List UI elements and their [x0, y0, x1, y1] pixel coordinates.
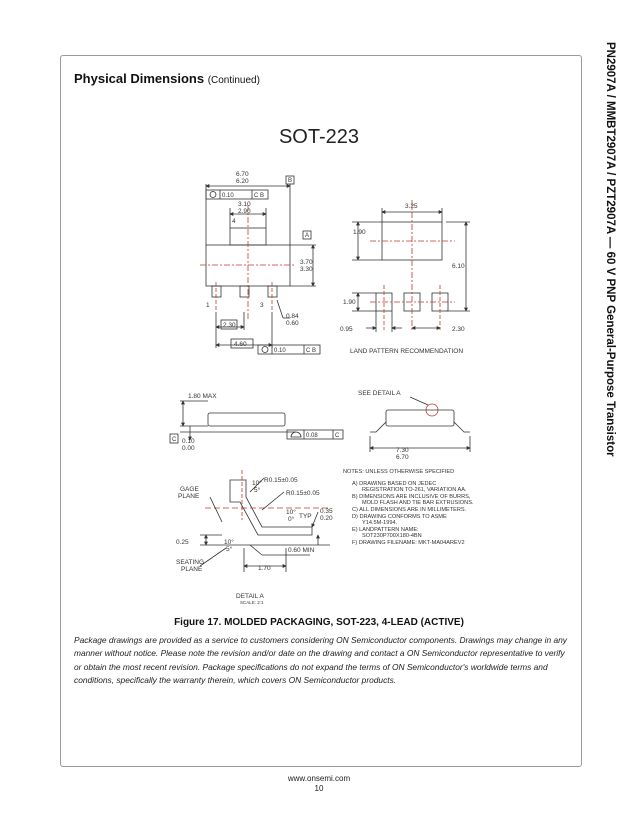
seating-plane-label: SEATING [176, 559, 205, 566]
dim-tab-min: 2.90 [238, 208, 251, 215]
section-note: (Continued) [207, 75, 260, 86]
footer-website[interactable]: www.onsemi.com [287, 774, 351, 783]
seating-plane-label-2: PLANE [181, 566, 203, 573]
detail-title: DETAIL A [236, 593, 264, 600]
overall-min: 6.70 [396, 454, 409, 461]
tol-top-refs: C B [254, 193, 265, 199]
detail-radius-1: R0.15±0.05 [264, 477, 298, 484]
side-title: PN2907A / MMBT2907A / PZT2907A — 60 V PNP General-Purpose Transistor [604, 42, 616, 457]
detail-foot: 1.70 [258, 565, 271, 572]
detail-scale: SCALE: 2:1 [240, 600, 264, 605]
drawing-notes [343, 469, 474, 546]
detail-angle-top2: 5° [254, 487, 261, 494]
note-line: Y14.5M-1994. [362, 520, 398, 526]
disclaimer-text: Package drawings are provided as a service to customers considering ON Semiconductor components. Drawings may change in any manner without notice. Please note the revision and/or date on the drawing and contact a ON Semiconductor representative to verify or obtain the most recent revision. Package specifications do not expand the terms of ON Semiconductor's worldwide terms and conditions, specifically the warranty therein, which covers ON Semiconductor products. [74, 635, 567, 686]
dim-pitch: 2.30 [223, 322, 236, 329]
dim-width-min: 6.20 [236, 178, 249, 185]
package-title: SOT-223 [278, 126, 360, 148]
notes-heading: NOTES: UNLESS OTHERWISE SPECIFIED [343, 469, 455, 475]
dim-lead-max: 0.84 [286, 313, 299, 320]
lead-1 [212, 286, 221, 297]
gage-plane-label: GAGE [180, 486, 199, 493]
detail-thick-max: 0.35 [320, 508, 333, 515]
standoff-max: 0.10 [182, 438, 195, 445]
overall-max: 7.30 [396, 447, 409, 454]
detail-angle-bot: 10° [224, 539, 234, 546]
detail-radius-2: R0.15±0.05 [286, 490, 320, 497]
note-line: C) ALL DIMENSIONS ARE IN MILLIMETERS. [352, 507, 467, 513]
land-pad-width: 0.95 [340, 326, 353, 333]
detail-a [200, 470, 330, 572]
detail-gage-dim: 0.25 [176, 539, 189, 546]
note-line: SOT230P700X180-4BN [362, 533, 422, 539]
gage-plane-label-2: PLANE [178, 493, 200, 500]
datum-a: A [305, 233, 310, 239]
note-line: D) DRAWING CONFORMS TO ASME [352, 514, 447, 520]
note-line: REGISTRATION TO-261, VARIATION AA. [362, 487, 467, 493]
side-view [170, 397, 470, 452]
dim-lead-min: 0.60 [286, 320, 299, 327]
see-detail-label: SEE DETAIL A [358, 390, 401, 397]
dim-width-max: 6.70 [236, 171, 249, 178]
detail-angle-bot2: 5° [226, 546, 233, 553]
lead-3 [268, 286, 277, 297]
pin-1-label: 1 [206, 302, 210, 309]
note-line: E) LANDPATTERN NAME: [352, 527, 419, 533]
side-tol-value: 0.08 [306, 433, 318, 439]
tol-bottom-refs: C B [306, 348, 317, 354]
dim-tab-max: 3.10 [238, 201, 251, 208]
pin-4-label: 4 [232, 218, 236, 225]
note-line: MOLD FLASH AND TIE BAR EXTRUSIONS. [362, 500, 474, 506]
detail-typ: TYP [299, 513, 312, 520]
land-pad-height: 1.90 [343, 299, 356, 306]
page-footer [0, 774, 638, 794]
section-title-text: Physical Dimensions [74, 71, 205, 86]
end-body [386, 410, 454, 426]
note-line: A) DRAWING BASED ON JEDEC [352, 481, 437, 487]
detail-angle-typ: 10° [286, 509, 296, 516]
dim-span: 4.60 [234, 341, 247, 348]
datum-b: B [288, 178, 293, 184]
dim-height-min: 3.30 [300, 266, 313, 273]
side-body [208, 413, 285, 426]
side-tol-ref: C [335, 433, 340, 439]
dim-height-max: 3.70 [300, 259, 313, 266]
figure-caption: Figure 17. MOLDED PACKAGING, SOT-223, 4-LEAD (ACTIVE) [174, 617, 464, 628]
detail-thick-min: 0.20 [320, 515, 333, 522]
land-pitch: 2.30 [452, 326, 465, 333]
land-tab-height: 1.90 [353, 229, 366, 236]
land-tab-width: 3.25 [405, 203, 418, 210]
note-line: B) DIMENSIONS ARE INCLUSIVE OF BURRS, [352, 494, 471, 500]
pin-3-label: 3 [260, 302, 264, 309]
datum-c: C [172, 437, 177, 443]
side-max-height: 1.80 MAX [188, 393, 217, 400]
land-total: 6.10 [452, 263, 465, 270]
detail-min-length: 0.60 MIN [288, 547, 315, 554]
tol-bottom: 0.10 [274, 348, 286, 354]
detail-angle-typ2: 0° [288, 516, 295, 523]
tol-top: 0.10 [222, 193, 234, 199]
detail-angle-top: 10° [252, 480, 262, 487]
page-number: 10 [314, 784, 324, 793]
land-pattern-label: LAND PATTERN RECOMMENDATION [350, 348, 464, 355]
standoff-min: 0.00 [182, 445, 195, 452]
note-line: F) DRAWING FILENAME: MKT-MA04AREV2 [352, 540, 465, 546]
